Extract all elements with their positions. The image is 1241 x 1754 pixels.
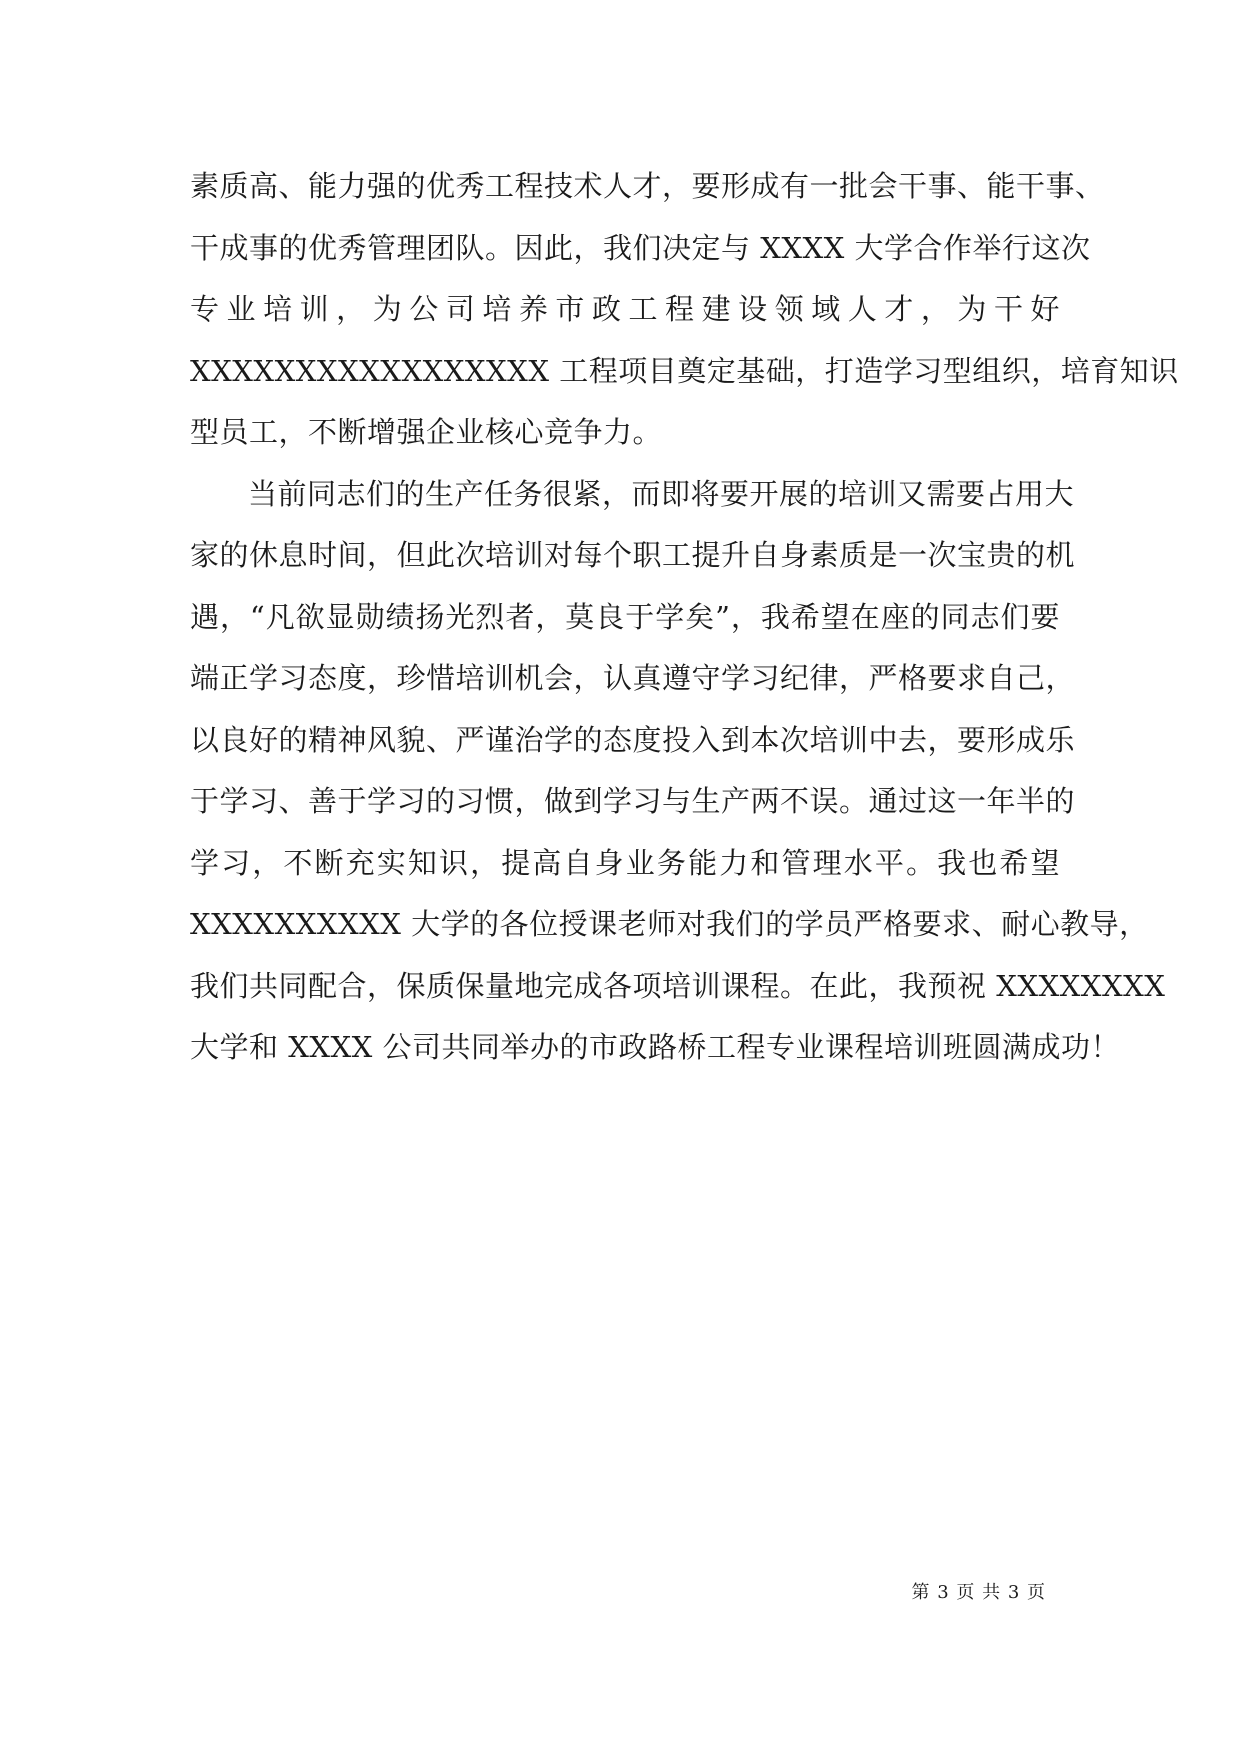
text-line: 型员工，不断增强企业核心竞争力。 (190, 415, 663, 449)
text-line: 我们共同配合，保质保量地完成各项培训课程。在此，我预祝 XXXXXXXX (190, 968, 1166, 1003)
text-line: 以良好的精神风貌、严谨治学的态度投入到本次培训中去，要形成乐 (190, 722, 1076, 757)
text-line: XXXXXXXXXX 大学的各位授课老师对我们的学员严格要求、耐心教导， (190, 907, 1149, 941)
text-line: 当前同志们的生产任务很紧，而即将要开展的培训又需要占用大 (248, 476, 1075, 511)
document-body (190, 156, 1179, 1079)
text-line: XXXXXXXXXXXXXXXXX 工程项目奠定基础，打造学习型组织，培育知识 (190, 353, 1179, 388)
text-line: 端正学习态度，珍惜培训机会，认真遵守学习纪律，严格要求自己， (190, 661, 1076, 695)
text-line: 家的休息时间，但此次培训对每个职工提升自身素质是一次宝贵的机 (190, 538, 1076, 572)
text-line: 干成事的优秀管理团队。因此，我们决定与 XXXX 大学合作举行这次 (190, 230, 1091, 265)
text-line: 专业培训，为公司培养市政工程建设领域人才，为干好 (190, 292, 1060, 326)
text-line: 素质高、能力强的优秀工程技术人才，要形成有一批会干事、能干事、 (190, 169, 1105, 203)
text-line: 大学和 XXXX 公司共同举办的市政路桥工程专业课程培训班圆满成功！ (190, 1030, 1121, 1064)
paragraph-2 (190, 464, 1166, 1079)
text-line: 遇，“凡欲显勋绩扬光烈者，莫良于学矣”，我希望在座的同志们要 (190, 599, 1060, 634)
text-line: 于学习、善于学习的习惯，做到学习与生产两不误。通过这一年半的 (190, 784, 1076, 818)
text-line: 学习，不断充实知识，提高自身业务能力和管理水平。我也希望 (190, 845, 1060, 880)
page-number-footer: 第 3 页 共 3 页 (911, 1582, 1046, 1603)
paragraph-1 (190, 156, 1179, 464)
